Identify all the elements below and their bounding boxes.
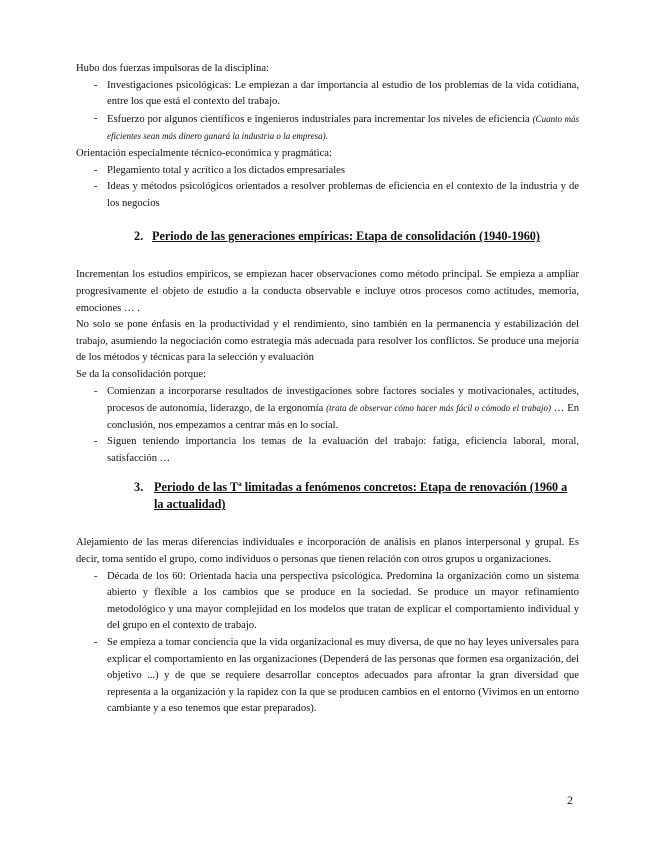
section-2-paragraph-1: Incrementan los estudios empíricos, se empiezan hacer observaciones como método principal. Se empieza a ampliar progresivamente el objeto de estudio a la conducta observable e incluye otros procesos como actitudes, memoria, emociones … . — [76, 269, 579, 314]
section-2-paragraph-3: Se da la consolidación porque: — [76, 368, 207, 380]
renewal-list — [76, 569, 579, 718]
list-item — [76, 384, 579, 435]
section-2-paragraph-2: No solo se pone énfasis en la productividad y el rendimiento, sino también en la permanencia y estabilización del trabajo, asumiendo la negociación como estrategia más adecuada para resolver los conflictos. Se produce una mejoría de los métodos y técnicas para la selección y evaluación — [76, 319, 579, 364]
forces-list — [76, 78, 579, 146]
list-item — [76, 179, 579, 212]
section-title: Periodo de las Tª limitadas a fenómenos concretos: Etapa de renovación (1960 a la actualidad) — [154, 480, 568, 512]
document-page — [76, 61, 579, 718]
italic-note: (Cuanto más eficientes sean más dinero ganará la industria o la empresa). — [107, 113, 579, 142]
list-item-text: Plegamiento total y acrítico a los dictados empresariales — [107, 164, 345, 176]
list-item — [76, 163, 579, 180]
list-item-text: Esfuerzo por algunos científicos e ingenieros industriales para incrementar los niveles de eficiencia — [107, 113, 533, 125]
section-2-heading — [76, 228, 579, 245]
list-item — [76, 111, 579, 146]
dash-bullet: - — [94, 164, 98, 176]
section-title: Periodo de las generaciones empíricas: Etapa de consolidación (1940-1960) — [152, 229, 540, 244]
dash-bullet: - — [94, 385, 98, 397]
orientation-list — [76, 163, 579, 213]
section-3-paragraph-1: Alejamiento de las meras diferencias individuales e incorporación de análisis en planos interpersonal y grupal. Es decir, toma sentido el grupo, como individuos o personas que tienen relación con otros grupos u organizaciones. — [76, 537, 579, 566]
list-item — [76, 635, 579, 718]
dash-bullet: - — [94, 436, 98, 448]
italic-note: (trata de observar cómo hacer más fácil o cómodo el trabajo) — [326, 403, 551, 414]
list-item-text: Investigaciones psicológicas: Le empiezan a dar importancia al estudio de los problemas de la vida cotidiana, entre los que está el contexto del trabajo. — [107, 79, 579, 108]
dash-bullet: - — [94, 570, 98, 582]
list-item-text: Ideas y métodos psicológicos orientados a resolver problemas de eficiencia en el contexto de la industria y de los negocios — [107, 181, 579, 209]
dash-bullet: - — [94, 181, 98, 193]
orientation-paragraph: Orientación especialmente técnico-económica y pragmática: — [76, 147, 332, 159]
list-item-text: Siguen teniendo importancia los temas de la evaluación del trabajo: fatiga, eficiencia laboral, moral, satisfacción … — [107, 436, 579, 464]
section-number: 3. — [134, 480, 144, 495]
section-number: 2. — [134, 229, 144, 244]
list-item-text: Comienzan a incorporarse resultados de investigaciones sobre factores sociales y motivacionales, actitudes, procesos de autonomía, liderazgo, de la ergonomía — [107, 385, 579, 415]
dash-bullet: - — [94, 637, 98, 649]
consolidation-list — [76, 384, 579, 468]
list-item — [76, 78, 579, 111]
list-item-text: … En conclusión, nos empezamos a centrar más en lo social. — [107, 403, 579, 431]
list-item — [76, 434, 579, 467]
list-item-text: Se empieza a tomar conciencia que la vida organizacional es muy diversa, de que no hay leyes universales para explicar el comportamiento en las organizaciones (Dependerá de las personas que formen esa organización, del objetivo ...) y de que se requiere desarrollar conceptos adecuados para afrontar la gran diversidad que representa a la organización y la rapidez con la que se producen cambios en el entorno (Vivimos en un entorno cambiante y a eso tenemos que estar preparados). — [107, 637, 579, 715]
dash-bullet: - — [94, 112, 98, 124]
dash-bullet: - — [94, 79, 98, 91]
page-number: 2 — [567, 793, 573, 807]
intro-paragraph: Hubo dos fuerzas impulsoras de la disciplina: — [76, 63, 269, 74]
list-item-text: Década de los 60: Orientada hacia una perspectiva psicológica. Predomina la organización como un sistema abierto y flexible a los cambios que se produce en la sociedad. Se produce un mayor refinamiento metodológico y una mayor complejidad en los modelos que tratan de explicar el comportamiento individual y del grupo en el contexto de trabajo. — [107, 570, 579, 632]
section-3-heading — [76, 479, 579, 513]
list-item — [76, 569, 579, 635]
